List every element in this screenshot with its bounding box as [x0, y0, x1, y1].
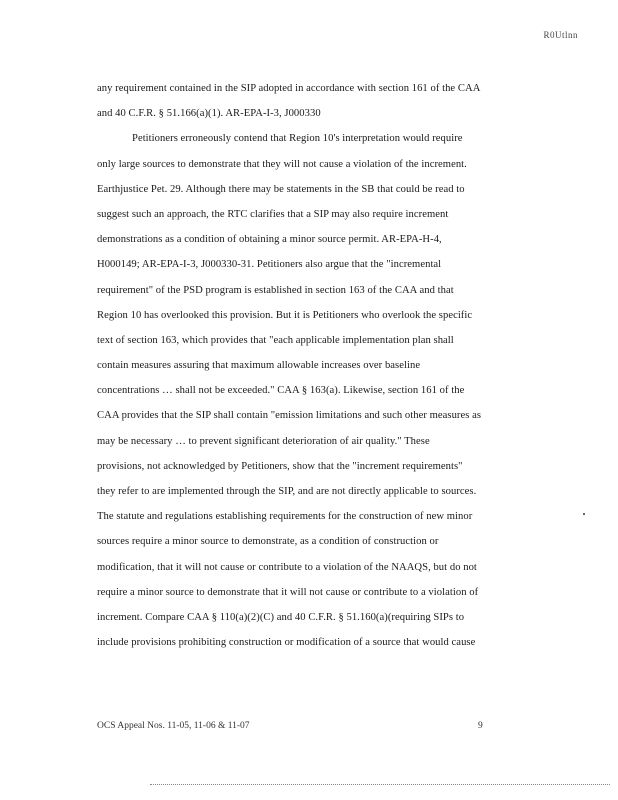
body-line: and 40 C.F.R. § 51.166(a)(1). AR-EPA-I-3, J000330: [97, 108, 321, 120]
body-line: only large sources to demonstrate that they will not cause a violation of the increment.: [97, 158, 467, 170]
scan-artifact-line: [150, 784, 610, 789]
paragraph-start-line: Petitioners erroneously contend that Region 10's interpretation would require: [132, 133, 463, 145]
body-line: provisions, not acknowledged by Petitioners, show that the "increment requirements": [97, 460, 463, 472]
body-line: increment. Compare CAA § 110(a)(2)(C) and 40 C.F.R. § 51.160(a)(requiring SIPs to: [97, 611, 465, 623]
body-line: any requirement contained in the SIP adopted in accordance with section 161 of the CAA: [97, 83, 481, 94]
footer-page-number: 9: [478, 721, 483, 731]
body-line: they refer to are implemented through the SIP, and are not directly applicable to sources.: [97, 486, 477, 497]
header-code: R0Utlnn: [543, 30, 578, 40]
body-line: requirement" of the PSD program is established in section 163 of the CAA and that: [97, 284, 454, 296]
body-line: CAA provides that the SIP shall contain "emission limitations and such other measures as: [97, 410, 482, 422]
body-line: demonstrations as a condition of obtaining a minor source permit. AR-EPA-H-4,: [97, 234, 442, 246]
body-line: text of section 163, which provides that "each applicable implementation plan shall: [97, 334, 454, 346]
body-line: modification, that it will not cause or contribute to a violation of the NAAQS, but do not: [97, 561, 477, 573]
body-line: include provisions prohibiting construction or modification of a source that would cause: [97, 637, 476, 649]
body-line: The statute and regulations establishing requirements for the construction of new minor: [97, 511, 473, 523]
body-line: concentrations … shall not be exceeded." CAA § 163(a). Likewise, section 161 of the: [97, 385, 465, 397]
footer-case-reference: OCS Appeal Nos. 11-05, 11-06 & 11-07: [97, 721, 250, 731]
body-line: may be necessary … to prevent significant deterioration of air quality." These: [97, 435, 430, 447]
body-line: require a minor source to demonstrate that it will not cause or contribute to a violation of: [97, 586, 479, 598]
body-line: suggest such an approach, the RTC clarifies that a SIP may also require increment: [97, 208, 449, 220]
body-line: Earthjustice Pet. 29. Although there may be statements in the SB that could be read to: [97, 183, 465, 195]
body-line: Region 10 has overlooked this provision. But it is Petitioners who overlook the specific: [97, 309, 473, 321]
body-text: [97, 76, 527, 655]
body-line: sources require a minor source to demonstrate, as a condition of construction or: [97, 536, 439, 548]
body-line: contain measures assuring that maximum allowable increases over baseline: [97, 360, 421, 372]
body-line: H000149; AR-EPA-I-3, J000330-31. Petitioners also argue that the "incremental: [97, 259, 442, 271]
scan-artifact: [583, 513, 585, 515]
